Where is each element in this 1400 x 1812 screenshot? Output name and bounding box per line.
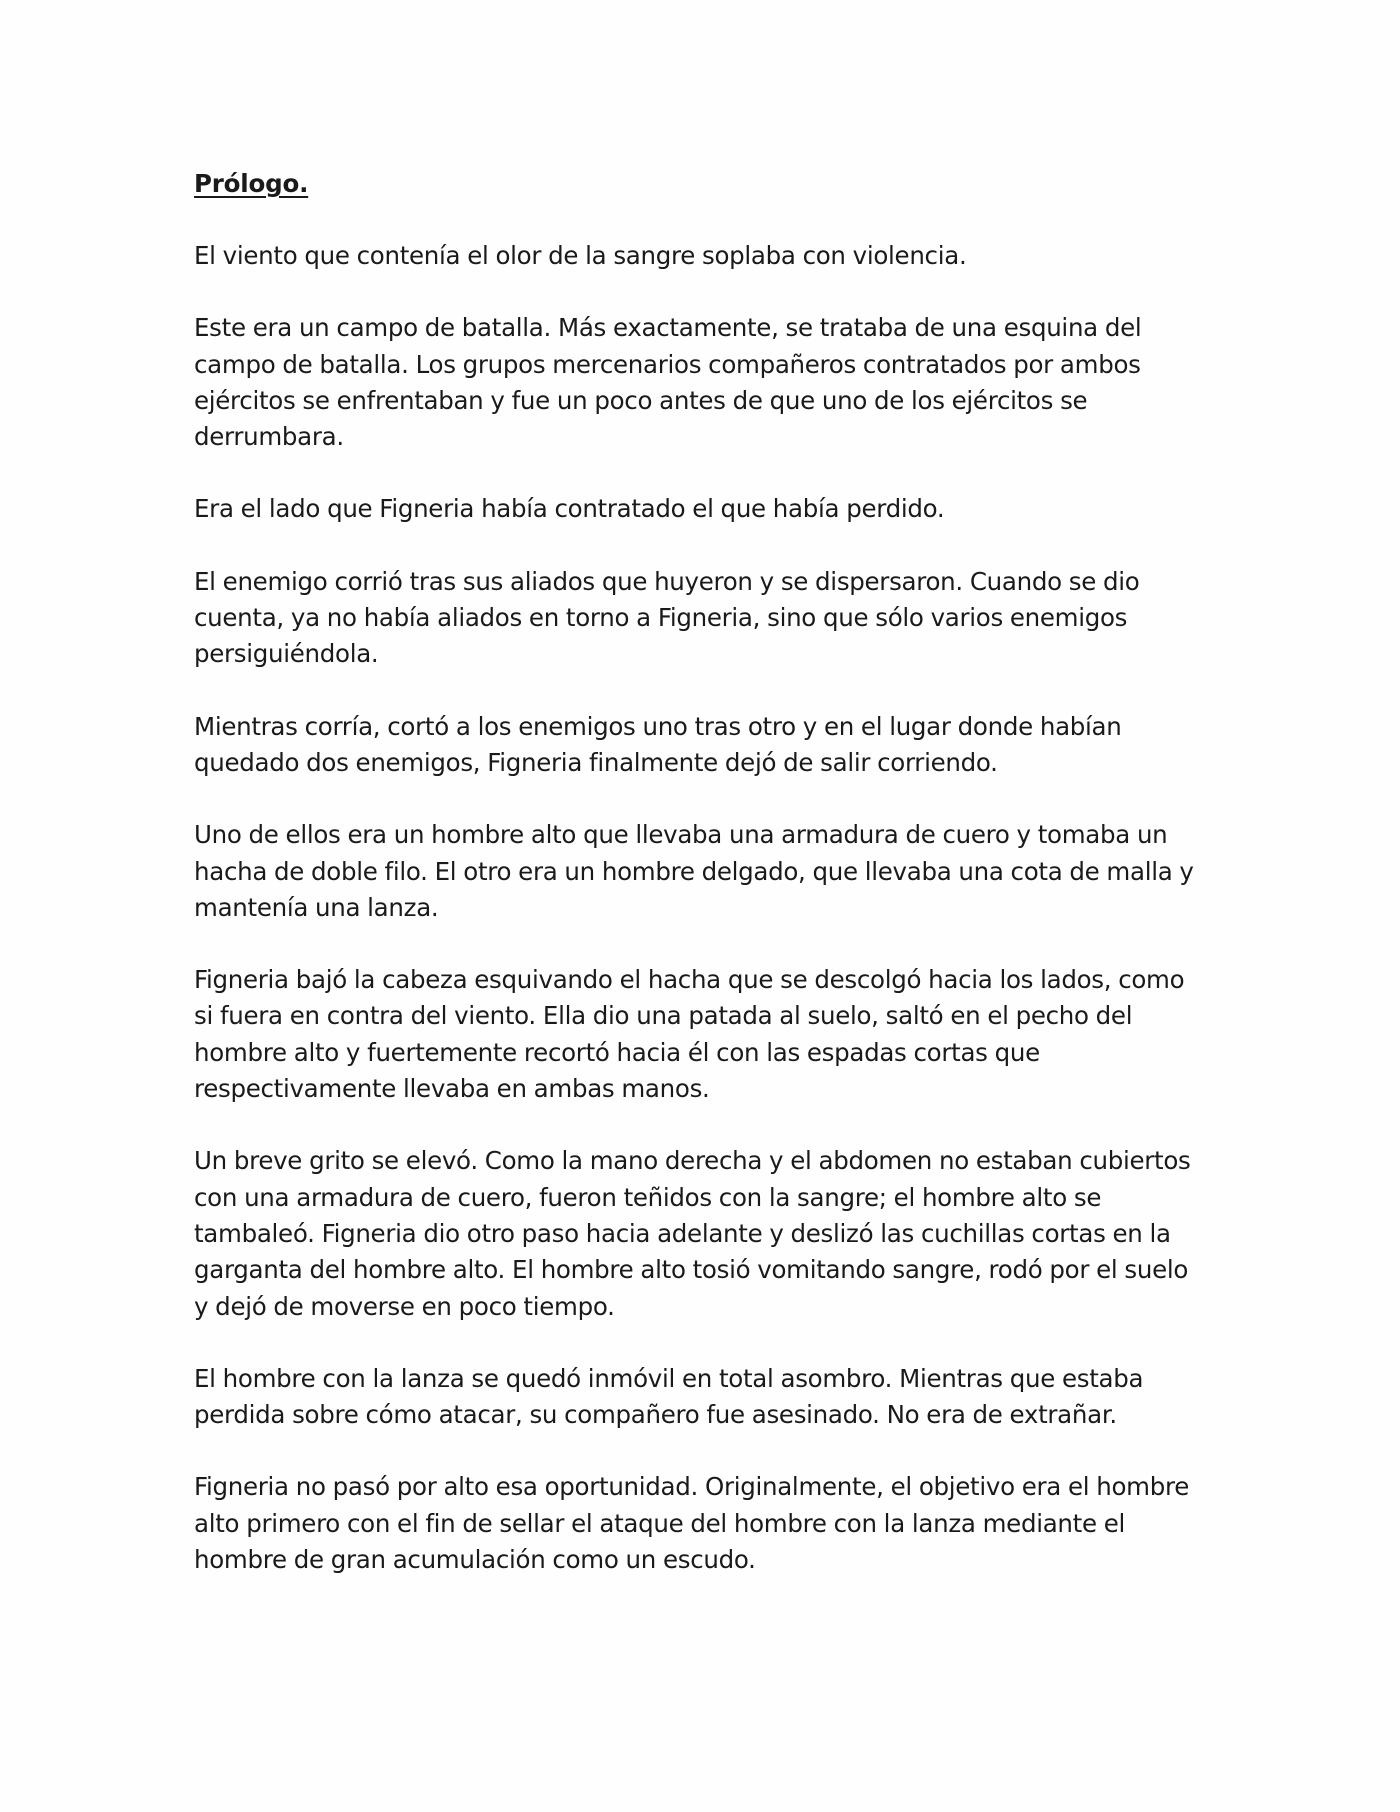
- paragraph: [194, 1361, 1240, 1434]
- paragraph: [194, 564, 1240, 673]
- text-line: hombre de gran acumulación como un escudo.: [194, 1545, 756, 1575]
- page-title: Prólogo.: [194, 169, 309, 198]
- text-line: con una armadura de cuero, fueron teñidos con la sangre; el hombre alto se: [194, 1182, 1102, 1212]
- text-line: El hombre con la lanza se quedó inmóvil en total asombro. Mientras que estaba: [194, 1363, 1144, 1393]
- paragraph: [194, 709, 1240, 782]
- text-line: perdida sobre cómo atacar, su compañero fue asesinado. No era de extrañar.: [194, 1400, 1117, 1430]
- text-line: respectivamente llevaba en ambas manos.: [194, 1074, 710, 1104]
- text-line: Figneria bajó la cabeza esquivando el hacha que se descolgó hacia los lados, como: [194, 965, 1185, 995]
- text-line: ejércitos se enfrentaban y fue un poco antes de que uno de los ejércitos se: [194, 385, 1088, 415]
- text-line: mantenía una lanza.: [194, 892, 439, 922]
- paragraph: [194, 962, 1240, 1107]
- text-line: alto primero con el fin de sellar el ataque del hombre con la lanza mediante el: [194, 1508, 1125, 1538]
- text-line: hombre alto y fuertemente recortó hacia él con las espadas cortas que: [194, 1037, 1040, 1067]
- text-line: persiguiéndola.: [194, 639, 379, 669]
- text-line: garganta del hombre alto. El hombre alto tosió vomitando sangre, rodó por el suelo: [194, 1255, 1189, 1285]
- text-line: cuenta, ya no había aliados en torno a Figneria, sino que sólo varios enemigos: [194, 603, 1128, 633]
- text-line: El enemigo corrió tras sus aliados que huyeron y se dispersaron. Cuando se dio: [194, 566, 1140, 596]
- text-line: si fuera en contra del viento. Ella dio una patada al suelo, saltó en el pecho del: [194, 1001, 1133, 1031]
- document-body: [194, 238, 1240, 1578]
- text-line: Figneria no pasó por alto esa oportunidad. Originalmente, el objetivo era el hombre: [194, 1472, 1190, 1502]
- text-line: quedado dos enemigos, Figneria finalmente dejó de salir corriendo.: [194, 747, 998, 777]
- paragraph: [194, 1143, 1240, 1324]
- text-line: Un breve grito se elevó. Como la mano derecha y el abdomen no estaban cubiertos: [194, 1146, 1191, 1176]
- paragraph: [194, 491, 1240, 527]
- paragraph: [194, 1469, 1240, 1578]
- text-line: Uno de ellos era un hombre alto que llevaba una armadura de cuero y tomaba un: [194, 820, 1168, 850]
- text-line: y dejó de moverse en poco tiempo.: [194, 1291, 615, 1321]
- paragraph: [194, 238, 1240, 274]
- text-line: campo de batalla. Los grupos mercenarios compañeros contratados por ambos: [194, 349, 1141, 379]
- text-line: derrumbara.: [194, 422, 344, 452]
- text-line: El viento que contenía el olor de la sangre soplaba con violencia.: [194, 241, 967, 270]
- text-line: Era el lado que Figneria había contratado el que había perdido.: [194, 494, 945, 524]
- text-line: Mientras corría, cortó a los enemigos uno tras otro y en el lugar donde habían: [194, 711, 1122, 741]
- paragraph: [194, 310, 1240, 455]
- paragraph: [194, 817, 1240, 926]
- text-line: Este era un campo de batalla. Más exactamente, se trataba de una esquina del: [194, 313, 1142, 343]
- text-line: tambaleó. Figneria dio otro paso hacia adelante y deslizó las cuchillas cortas en la: [194, 1218, 1171, 1248]
- text-line: hacha de doble filo. El otro era un hombre delgado, que llevaba una cota de malla y: [194, 856, 1194, 886]
